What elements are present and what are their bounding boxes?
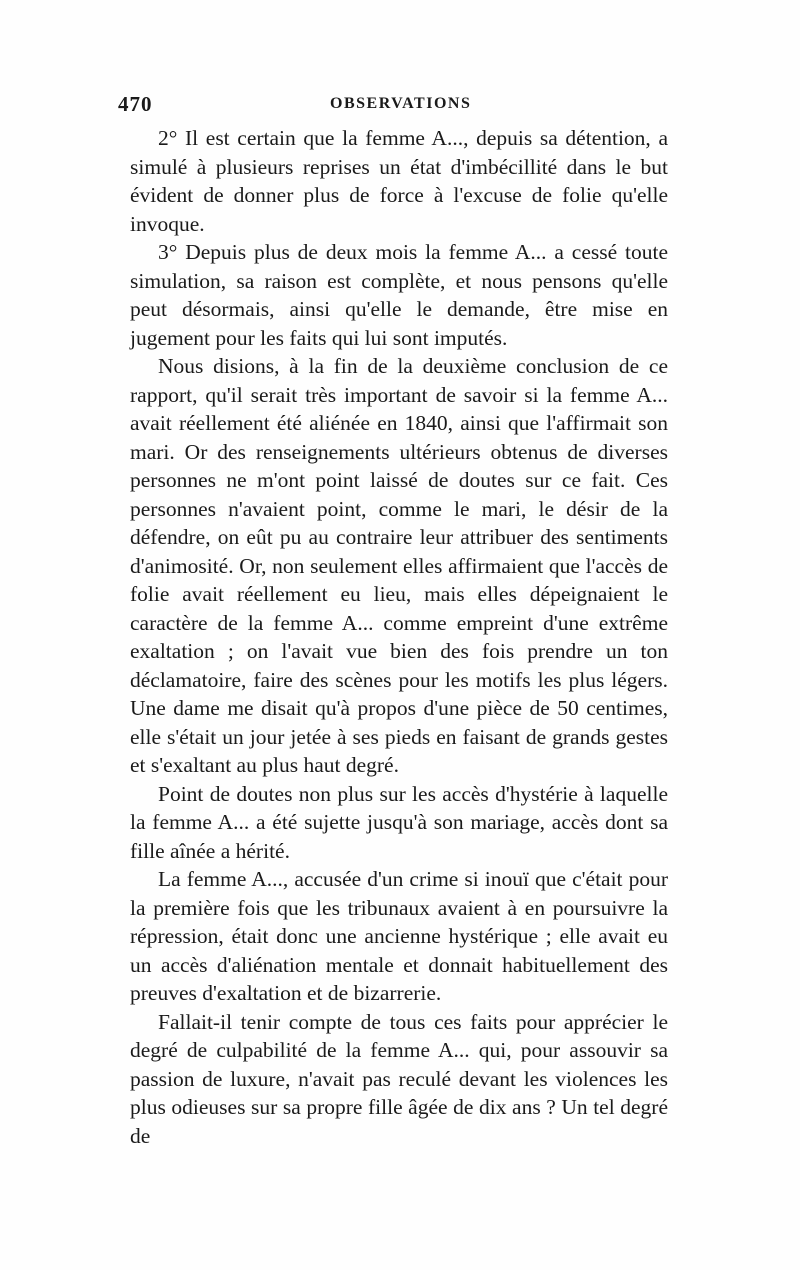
paragraph-culpability: Fallait-il tenir compte de tous ces faits pour apprécier le degré de culpabilité de la femme A... qui, pour assouvir sa passion de luxure, n'avait pas reculé devant les violences les plus odieuses sur sa propre fille âgée de dix ans ? Un tel degré de [130, 1009, 668, 1148]
paragraph-accused: La femme A..., accusée d'un crime si inouï que c'était pour la première fois que les tribunaux avaient à en poursuivre la répression, était donc une ancienne hystérique ; elle avait eu un accès d'aliénation mentale et donnait habituellement des preuves d'exaltation et de bizarrerie. [130, 867, 668, 1005]
paragraph-hysteria: Point de doutes non plus sur les accès d'hystérie à laquelle la femme A... a été sujette jusqu'à son mariage, accès dont sa fille aînée a hérité. [130, 781, 668, 863]
running-title: OBSERVATIONS [330, 95, 472, 112]
paragraph-conclusion-3: 3° Depuis plus de deux mois la femme A... a cessé toute simulation, sa raison est complète, et nous pensons qu'elle peut désormais, ainsi qu'elle le demande, être mise en jugement pour les faits qui lui sont imputés. [130, 240, 668, 350]
body-text [130, 124, 668, 1150]
page-number: 470 [118, 92, 153, 116]
paragraph-inquiry: Nous disions, à la fin de la deuxième conclusion de ce rapport, qu'il serait très important de savoir si la femme A... avait réellement été aliénée en 1840, ainsi que l'affirmait son mari. Or des renseignements ultérieurs obtenus de diverses personnes ne m'ont point laissé de doutes sur ce fait. Ces personnes n'avaient point, comme le mari, le désir de la défendre, on eût pu au contraire leur attribuer des sentiments d'animosité. Or, non seulement elles affirmaient que l'accès de folie avait réellement eu lieu, mais elles dépeignaient le caractère de la femme A... comme empreint d'une extrême exaltation ; on l'avait vue bien des fois prendre un ton déclamatoire, faire des scènes pour les motifs les plus légers. Une dame me disait qu'à propos d'une pièce de 50 centimes, elle s'était un jour jetée à ses pieds en faisant de grands gestes et s'exaltant au plus haut degré. [130, 354, 668, 777]
running-head [118, 92, 678, 120]
paragraph-conclusion-2: 2° Il est certain que la femme A..., depuis sa détention, a simulé à plusieurs reprises un état d'imbécillité dans le but évident de donner plus de force à l'excuse de folie qu'elle invoque. [130, 126, 668, 236]
